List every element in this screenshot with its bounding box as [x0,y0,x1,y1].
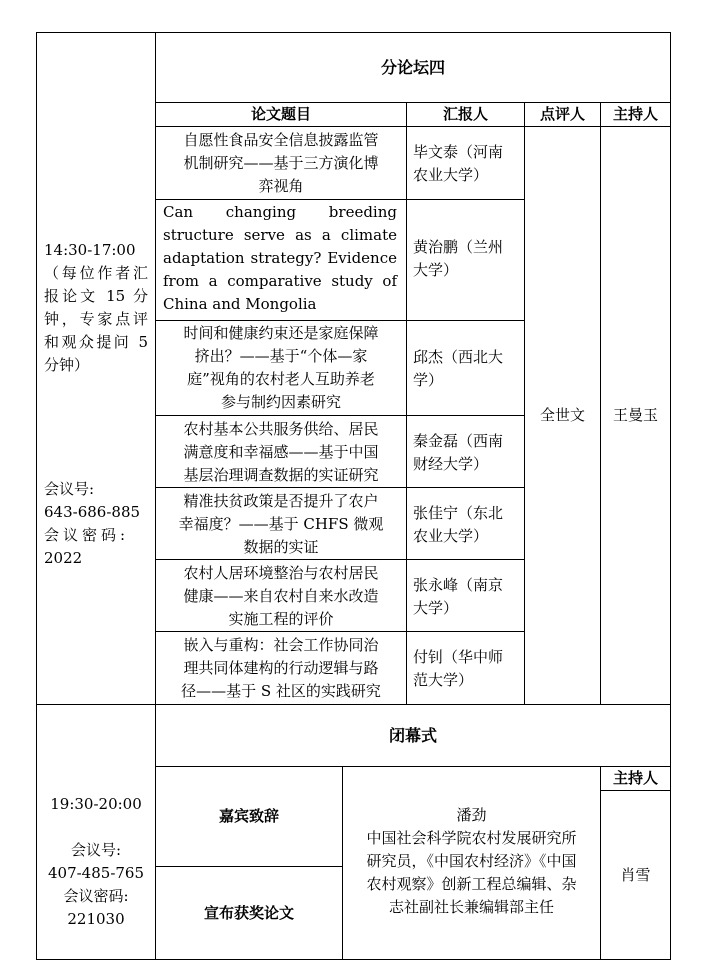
paper-presenter: 黄治鹏（兰州 大学） [413,238,504,279]
divider [155,487,524,488]
paper-title: Can changing breeding structure serve as a climate adaptation strategy? Evidence from a comparative study of China and Mongolia [163,203,397,313]
session2-title: 闭幕式 [388,726,437,745]
agenda-item-guest-speech: 嘉宾致辞 [218,807,279,825]
password: 221030 [67,910,125,928]
paper-presenter: 毕文泰（河南 农业大学） [413,143,504,184]
paper-presenter: 邱杰（西北大 学） [413,348,504,389]
paper-presenter: 张永峰（南京 大学） [413,576,504,617]
session2-host: 肖雪 [620,865,651,884]
divider [406,102,407,704]
meeting-id: 407-485-765 [47,864,145,882]
meeting-id: 643-686-885 [44,503,141,521]
paper-title: 农村人居环境整治与农村居民 健康——来自农村自来水改造 实施工程的评价 [183,564,379,628]
session1-note: （每位作者汇报论文 15 分钟，专家点评和观众提问 5 分钟） [44,264,148,374]
password-label: 会议密码: [44,526,130,544]
paper-presenter: 秦金磊（西南 财经大学） [413,432,504,473]
agenda-item-award-announcement: 宣布获奖论文 [203,903,294,922]
session2-info [37,793,155,931]
speaker-info [343,804,600,919]
session1-time: 14:30-17:00 [44,241,136,259]
header-paper: 论文题目 [250,105,311,123]
divider [155,199,524,200]
divider [155,559,524,560]
paper-title: 农村基本公共服务供给、居民 满意度和幸福感——基于中国 基层治理调查数据的实证研究 [183,420,379,484]
paper-title: 自愿性食品安全信息披露监管 机制研究——基于三方演化博 弈视角 [183,131,379,195]
speaker-description: 中国社会科学院农村发展研究所 研究员，《中国农村经济》《中国 农村观察》创新工程总编辑、杂 志社副社长兼编辑部主任 [366,829,577,916]
session2-host-header: 主持人 [612,769,658,787]
header-presenter: 汇报人 [442,105,488,123]
header-reviewer: 点评人 [539,105,585,123]
password-label: 会议密码: [63,887,129,905]
border-bottom [36,959,671,960]
border-right [670,32,671,960]
paper-title: 嵌入与重构：社会工作协同治 理共同体建构的行动逻辑与路 径——基于 S 社区的实践研究 [181,636,381,700]
meeting-id-label: 会议号: [44,480,95,498]
speaker-name: 潘劲 [456,806,487,824]
session1-meeting-info [44,478,148,570]
session1-host: 王曼玉 [612,406,658,424]
paper-presenter: 张佳宁（东北 农业大学） [413,504,504,545]
password: 2022 [44,549,83,567]
paper-presenter: 付钊（华中师 范大学） [413,648,504,689]
divider [155,320,524,321]
meeting-id-label: 会议号: [70,841,122,859]
session1-reviewer: 全世文 [539,406,585,424]
session2-time: 19:30-20:00 [50,795,142,813]
paper-title: 精准扶贫政策是否提升了农户 幸福度？——基于 CHFS 微观 数据的实证 [178,492,384,556]
divider [155,415,524,416]
divider [155,631,524,632]
session1-time-block [44,239,148,377]
paper-title: 时间和健康约束还是家庭保障 挤出？——基于“个体—家 庭”视角的农村老人互助养老 参与制约因素研究 [183,324,379,411]
header-host: 主持人 [612,105,658,123]
session1-title: 分论坛四 [380,58,445,77]
